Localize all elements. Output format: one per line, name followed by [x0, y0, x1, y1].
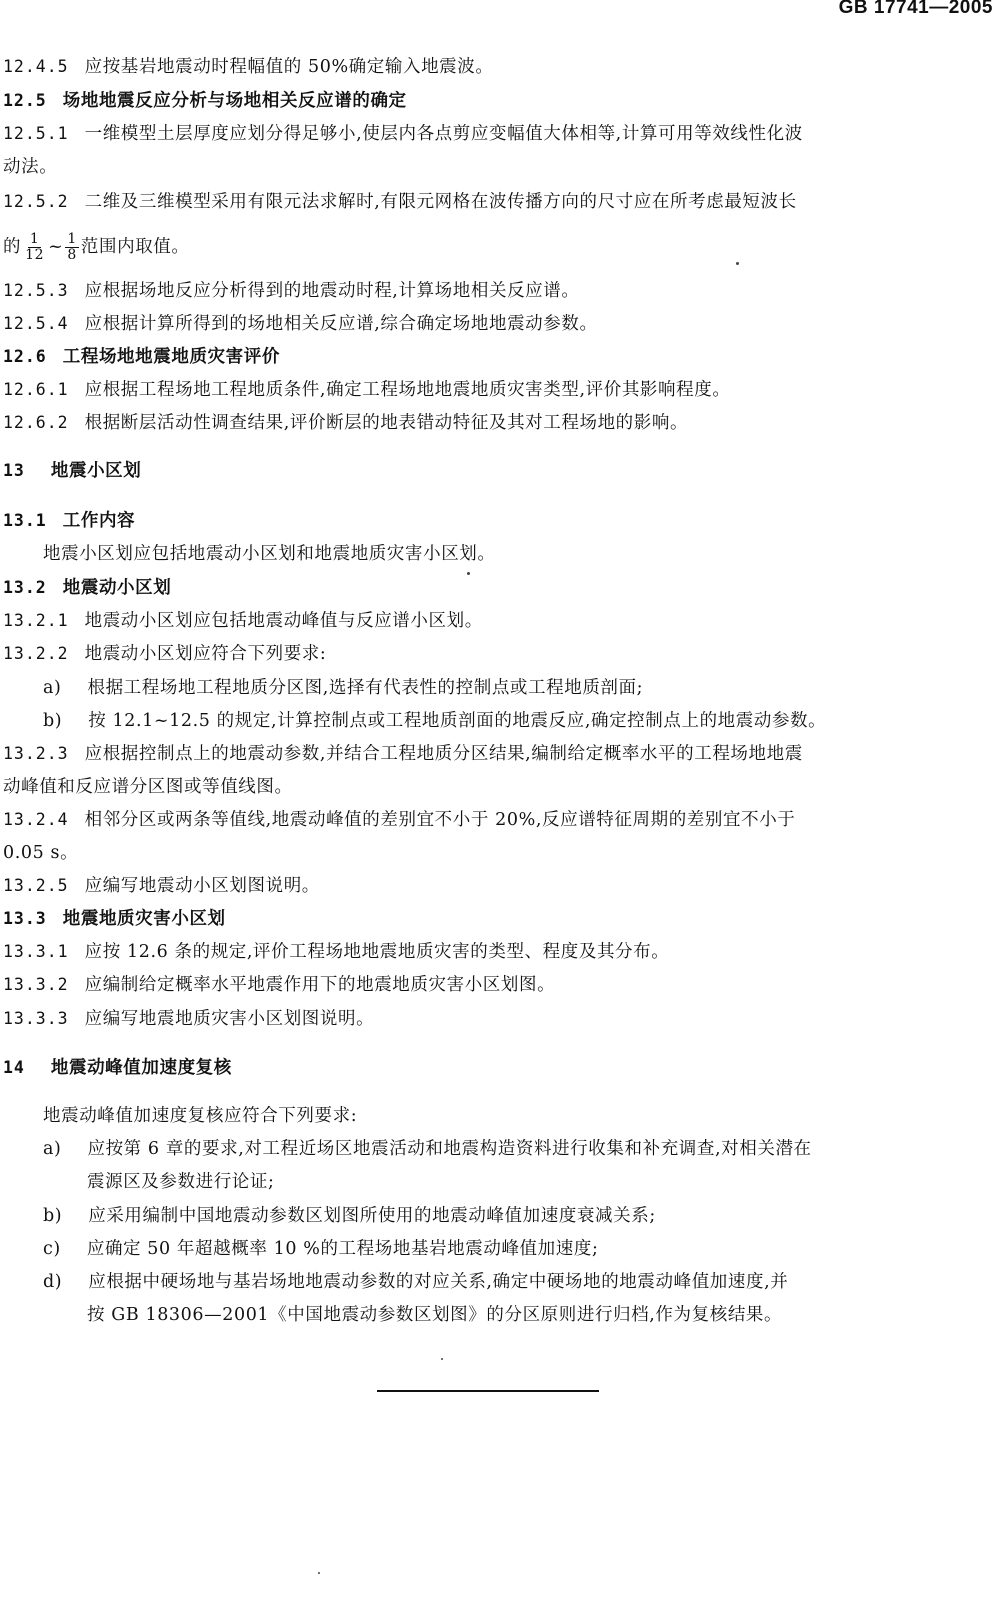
clause-text: 的 [3, 237, 22, 257]
clause-12-6-2 [3, 411, 688, 435]
section-title: 工作内容 [62, 511, 136, 531]
clause-12-5-3 [3, 279, 579, 303]
clause-text: 应按 12.6 条的规定,评价工程场地地震地质灾害的类型、程度及其分布。 [84, 942, 670, 962]
list-marker: b) [43, 1206, 63, 1226]
denominator: 8 [67, 247, 77, 263]
clause-number: 13.3.2 [3, 975, 69, 994]
section-number: 13.3 [3, 909, 47, 928]
clause-text: 根据断层活动性调查结果,评价断层的地表错动特征及其对工程场地的影响。 [84, 413, 689, 433]
section-title: 工程场地地震地质灾害评价 [62, 347, 280, 367]
fraction-one-twelfth [23, 232, 46, 263]
list-item-b [43, 709, 826, 733]
clause-number: 13.2.1 [3, 611, 69, 630]
clause-text: 应根据计算所得到的场地相关反应谱,综合确定场地地震动参数。 [84, 314, 598, 334]
clause-text: 一维模型土层厚度应划分得足够小,使层内各点剪应变幅值大体相等,计算可用等效线性化波 [84, 124, 803, 144]
list-text: 应根据中硬场地与基岩场地地震动参数的对应关系,确定中硬场地的地震动峰值加速度,并 [88, 1272, 789, 1292]
chapter-14-heading [3, 1056, 232, 1080]
clause-13-2-3 [3, 742, 803, 766]
clause-number: 13.2.2 [3, 644, 69, 663]
clause-13-2-4-cont: 0.05 s。 [3, 843, 79, 863]
clause-13-3-1 [3, 940, 669, 964]
section-title: 地震地质灾害小区划 [62, 909, 226, 929]
clause-number: 12.5.2 [3, 192, 69, 211]
end-rule [377, 1390, 599, 1392]
clause-13-3-3 [3, 1007, 374, 1031]
clause-number: 12.5.1 [3, 124, 69, 143]
clause-12-5-4 [3, 312, 598, 336]
section-12-6-heading [3, 345, 280, 369]
clause-number: 12.6.1 [3, 380, 69, 399]
list-marker: a) [43, 1139, 62, 1159]
clause-number: 13.2.5 [3, 876, 69, 895]
scan-speck [736, 262, 739, 265]
numerator: 1 [29, 231, 40, 247]
list-item-a [43, 1137, 812, 1161]
clause-number: 13.2.4 [3, 810, 69, 829]
clause-12-4-5 [3, 55, 493, 79]
list-marker: b) [43, 711, 63, 731]
standard-code-header: GB 17741—2005 [838, 0, 993, 18]
list-item-d [43, 1270, 788, 1294]
clause-text: 应根据控制点上的地震动参数,并结合工程地质分区结果,编制给定概率水平的工程场地地震 [84, 744, 803, 764]
clause-text: 二维及三维模型采用有限元法求解时,有限元网格在波传播方向的尺寸应在所考虑最短波长 [84, 192, 797, 212]
section-number: 12.5 [3, 91, 47, 110]
paragraph-14: 地震动峰值加速度复核应符合下列要求: [43, 1106, 358, 1126]
scan-speck [441, 1358, 443, 1360]
list-text: 应采用编制中国地震动参数区划图所使用的地震动峰值加速度衰减关系; [88, 1206, 656, 1226]
section-number: 13.1 [3, 511, 47, 530]
clause-12-5-1 [3, 122, 803, 146]
chapter-title: 地震动峰值加速度复核 [50, 1058, 232, 1078]
clause-text: 地震动小区划应符合下列要求: [84, 644, 327, 664]
section-12-5-heading [3, 89, 407, 113]
section-13-1-heading [3, 509, 135, 533]
chapter-13-heading [3, 459, 141, 483]
clause-text: 应编写地震动小区划图说明。 [84, 876, 320, 896]
section-13-3-heading [3, 907, 226, 931]
clause-text: 范围内取值。 [80, 237, 190, 257]
chapter-number: 14 [3, 1058, 25, 1077]
clause-12-5-2-cont [3, 232, 190, 263]
list-item-a-cont: 震源区及参数进行论证; [87, 1172, 275, 1192]
clause-text: 地震动小区划应包括地震动峰值与反应谱小区划。 [84, 611, 483, 631]
list-text: 应按第 6 章的要求,对工程近场区地震活动和地震构造资料进行收集和补充调查,对相关潜在 [87, 1139, 812, 1159]
clause-number: 13.3.1 [3, 942, 69, 961]
clause-text: 应根据工程场地工程地质条件,确定工程场地地震地质灾害类型,评价其影响程度。 [84, 380, 731, 400]
clause-number: 12.4.5 [3, 57, 69, 76]
clause-text: 应编写地震地质灾害小区划图说明。 [84, 1009, 375, 1029]
range-tilde: ~ [48, 237, 64, 257]
list-item-d-cont: 按 GB 18306—2001《中国地震动参数区划图》的分区原则进行归档,作为复核结果。 [87, 1305, 783, 1325]
clause-13-3-2 [3, 973, 555, 997]
clause-number: 12.6.2 [3, 413, 69, 432]
list-item-c [43, 1237, 598, 1261]
clause-13-2-3-cont: 动峰值和反应谱分区图或等值线图。 [3, 777, 293, 797]
list-text: 按 12.1~12.5 的规定,计算控制点或工程地质剖面的地震反应,确定控制点上的地震动参数。 [88, 711, 827, 731]
fraction-one-eighth [65, 232, 79, 263]
clause-13-2-4 [3, 808, 795, 832]
clause-13-2-1 [3, 609, 483, 633]
clause-12-5-2 [3, 190, 797, 214]
list-item-b [43, 1204, 656, 1228]
clause-number: 12.5.4 [3, 314, 69, 333]
list-item-a [43, 676, 643, 700]
section-number: 12.6 [3, 347, 47, 366]
list-text: 应确定 50 年超越概率 10 %的工程场地基岩地震动峰值加速度; [86, 1239, 599, 1259]
list-marker: c) [43, 1239, 61, 1259]
clause-13-2-5 [3, 874, 320, 898]
clause-12-5-1-cont: 动法。 [3, 157, 58, 177]
list-marker: d) [43, 1272, 63, 1292]
section-title: 地震动小区划 [62, 578, 172, 598]
section-number: 13.2 [3, 578, 47, 597]
chapter-title: 地震小区划 [50, 461, 142, 481]
section-title: 场地地震反应分析与场地相关反应谱的确定 [62, 91, 407, 111]
clause-13-2-2 [3, 642, 326, 666]
section-13-2-heading [3, 576, 171, 600]
numerator: 1 [67, 231, 77, 247]
clause-text: 应根据场地反应分析得到的地震动时程,计算场地相关反应谱。 [84, 281, 580, 301]
clause-12-6-1 [3, 378, 730, 402]
denominator: 12 [25, 247, 45, 263]
list-text: 根据工程场地工程地质分区图,选择有代表性的控制点或工程地质剖面; [87, 678, 644, 698]
clause-text: 应编制给定概率水平地震作用下的地震地质灾害小区划图。 [84, 975, 556, 995]
clause-text: 相邻分区或两条等值线,地震动峰值的差别宜不小于 20%,反应谱特征周期的差别宜不小于 [84, 810, 796, 830]
scan-speck [467, 572, 470, 575]
clause-text: 应按基岩地震动时程幅值的 50%确定输入地震波。 [84, 57, 494, 77]
scan-speck [318, 1572, 320, 1574]
paragraph-13-1: 地震小区划应包括地震动小区划和地震地质灾害小区划。 [43, 544, 496, 564]
chapter-number: 13 [3, 461, 25, 480]
clause-number: 13.2.3 [3, 744, 69, 763]
clause-number: 13.3.3 [3, 1009, 69, 1028]
clause-number: 12.5.3 [3, 281, 69, 300]
list-marker: a) [43, 678, 62, 698]
